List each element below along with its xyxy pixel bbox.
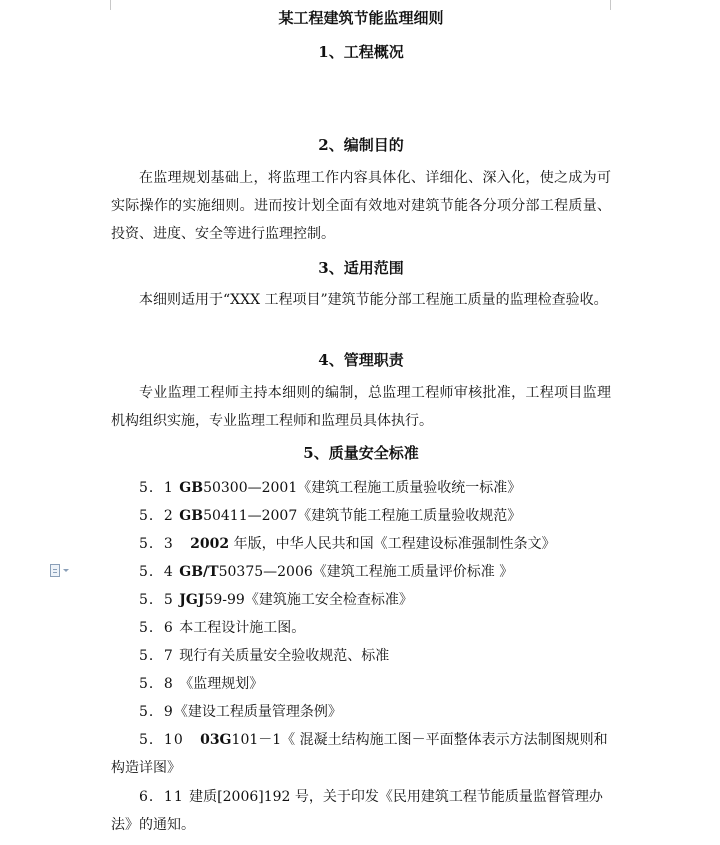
page-corner-left <box>92 0 111 10</box>
standard-number: 5．10 <box>139 732 201 748</box>
standard-item <box>139 474 611 502</box>
standard-number: 5．8 <box>139 676 180 692</box>
standard-number: 5．4 <box>139 564 180 580</box>
standard-code: GB/T <box>179 564 219 580</box>
standard-item <box>139 558 611 586</box>
standard-number: 5．2 <box>139 508 180 524</box>
standard-item <box>111 726 611 782</box>
standard-item <box>139 502 611 530</box>
standard-number: 5．1 <box>139 480 180 496</box>
standard-text: 现行有关质量安全验收规范、标准 <box>179 648 390 664</box>
standard-number: 5．3 <box>139 536 191 552</box>
standard-number: 5．7 <box>139 648 180 664</box>
paragraph-purpose: 在监理规划基础上，将监理工作内容具体化、详细化、深入化，使之成为可实际操作的实施细则。进而按计划全面有效地对建筑节能各分项分部工程质量、投资、进度、安全等进行监理控制。 <box>111 170 611 242</box>
standard-text: 50375—2006《建筑工程施工质量评价标准 》 <box>218 564 514 580</box>
paragraph-responsibilities: 专业监理工程师主持本细则的编制，总监理工程师审核批准，工程项目监理机构组织实施，专业监理工程师和监理员具体执行。 <box>111 385 611 429</box>
standard-number: 5．6 <box>139 620 180 636</box>
page-corner-right <box>610 0 629 10</box>
section-heading-standards: 5、质量安全标准 <box>303 444 419 462</box>
standard-code: 03G <box>200 732 232 748</box>
standard-code: GB <box>179 508 204 524</box>
document-title: 某工程建筑节能监理细则 <box>278 9 444 27</box>
standard-item <box>139 530 611 558</box>
standard-item <box>139 614 611 642</box>
standard-number: 5．9 <box>139 704 174 720</box>
standard-text: 《监理规划》 <box>179 676 264 692</box>
standard-code: 2002 <box>190 536 230 552</box>
section-heading-scope: 3、适用范围 <box>318 259 404 277</box>
standard-text: 50300—2001《建筑工程施工质量验收统一标准》 <box>203 480 522 496</box>
standard-code: JGJ <box>179 592 205 608</box>
standard-text: 101－1《 混凝土结构施工图－平面整体表示方法制图规则和构造详图》 <box>111 732 608 776</box>
standard-number: 6．11 <box>139 789 190 805</box>
standard-item <box>111 783 611 839</box>
page-sheet-icon <box>50 564 60 577</box>
document-options-icon[interactable] <box>50 562 76 578</box>
section-heading-overview: 1、工程概况 <box>318 43 404 61</box>
standard-number: 5．5 <box>139 592 180 608</box>
standard-text: 建质[2006]192 号，关于印发《民用建筑工程节能质量监督管理办法》的通知。 <box>111 789 603 833</box>
standard-code: GB <box>179 480 204 496</box>
standard-text: 50411—2007《建筑节能工程施工质量验收规范》 <box>203 508 522 524</box>
standard-item <box>139 670 611 698</box>
standard-text: 《建设工程质量管理条例》 <box>173 704 342 720</box>
section-heading-purpose: 2、编制目的 <box>318 136 404 154</box>
standard-text: 本工程设计施工图。 <box>179 620 306 636</box>
standard-item <box>139 642 611 670</box>
standard-text: 59-99《建筑施工安全检查标准》 <box>204 592 413 608</box>
standard-item <box>139 586 611 614</box>
standard-text: 年版，中华人民共和国《工程建设标准强制性条文》 <box>229 536 556 552</box>
standard-item <box>139 698 611 726</box>
section-heading-responsibilities: 4、管理职责 <box>318 351 404 369</box>
chevron-down-icon <box>63 569 69 572</box>
paragraph-scope: 本细则适用于“XXX 工程项目”建筑节能分部工程施工质量的监理检查验收。 <box>139 292 608 308</box>
